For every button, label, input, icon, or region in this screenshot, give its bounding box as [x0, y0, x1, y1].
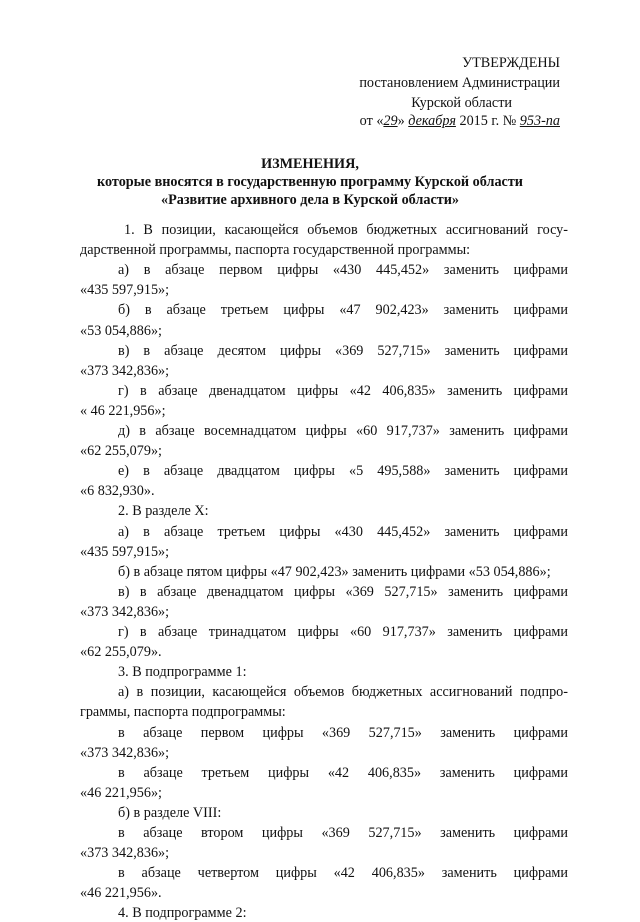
approved-label: УТВЕРЖДЕНЫ	[462, 55, 560, 71]
paragraph-continuation: «373 342,836»;	[80, 744, 170, 761]
paragraph-line: б) в разделе VIII:	[118, 804, 222, 821]
paragraph-continuation: граммы, паспорта подпрограммы:	[80, 704, 286, 721]
paragraph-line: г) в абзаце двенадцатом цифры «42 406,835» заменить цифрами	[118, 382, 568, 399]
paragraph-line: в) в абзаце десятом цифры «369 527,715» заменить цифрами	[118, 342, 568, 359]
paragraph-line: а) в абзаце третьем цифры «430 445,452» заменить цифрами	[118, 523, 568, 540]
paragraph-line: 2. В разделе X:	[118, 503, 209, 520]
paragraph-line: в) в абзаце двенадцатом цифры «369 527,715» заменить цифрами	[118, 583, 568, 600]
paragraph-line: б) в абзаце пятом цифры «47 902,423» заменить цифрами «53 054,886»;	[118, 563, 551, 580]
paragraph-continuation: «373 342,836»;	[80, 362, 170, 379]
region-label: Курской области	[411, 95, 512, 111]
paragraph-line: в абзаце втором цифры «369 527,715» заменить цифрами	[118, 825, 568, 841]
paragraph-line: в абзаце третьем цифры «42 406,835» заменить цифрами	[118, 764, 568, 781]
resolution-label: постановлением Администрации	[359, 75, 560, 91]
paragraph-line: в абзаце первом цифры «369 527,715» заменить цифрами	[118, 724, 568, 741]
date-month: декабря	[408, 113, 456, 129]
paragraph-line: б) в абзаце третьем цифры «47 902,423» заменить цифрами	[118, 302, 568, 319]
paragraph-continuation: «373 342,836»;	[80, 603, 170, 620]
paragraph-line: 4. В подпрограмме 2:	[118, 905, 247, 922]
paragraph-continuation: «6 832,930».	[80, 483, 155, 500]
paragraph-line: 3. В подпрограмме 1:	[118, 664, 247, 681]
date-year: 2015 г. №	[455, 113, 520, 129]
paragraph-continuation: «46 221,956».	[80, 885, 162, 902]
paragraph-line: д) в абзаце восемнадцатом цифры «60 917,737» заменить цифрами	[118, 423, 568, 439]
paragraph-line: а) в позиции, касающейся объемов бюджетных ассигнований подпро-	[118, 684, 568, 701]
paragraph-continuation: « 46 221,956»;	[80, 402, 166, 419]
doc-subtitle-1: которые вносятся в государственную программу Курской области	[97, 174, 523, 190]
paragraph-line: в абзаце четвертом цифры «42 406,835» заменить цифрами	[118, 865, 568, 882]
paragraph-line: а) в абзаце первом цифры «430 445,452» заменить цифрами	[118, 262, 568, 279]
paragraph-continuation: дарственной программы, паспорта государственной программы:	[80, 242, 471, 259]
doc-subtitle-2: «Развитие архивного дела в Курской области»	[160, 192, 459, 208]
paragraph-line: е) в абзаце двадцатом цифры «5 495,588» заменить цифрами	[118, 463, 568, 480]
date-prefix: от «	[359, 113, 384, 129]
paragraph-continuation: «53 054,886»;	[80, 322, 162, 339]
paragraph-continuation: «435 597,915»;	[80, 543, 170, 560]
paragraph-continuation: «62 255,079».	[80, 644, 162, 661]
paragraph-continuation: «46 221,956»;	[80, 784, 162, 801]
paragraph-continuation: «373 342,836»;	[80, 845, 170, 862]
doc-title: ИЗМЕНЕНИЯ,	[261, 156, 359, 172]
date-mid: »	[397, 113, 409, 129]
paragraph-continuation: «435 597,915»;	[80, 282, 170, 299]
paragraph-line: г) в абзаце тринадцатом цифры «60 917,737» заменить цифрами	[118, 624, 568, 640]
resolution-date	[300, 113, 560, 130]
date-day: 29	[383, 113, 398, 129]
paragraph-line: 1. В позиции, касающейся объемов бюджетных ассигнований госу-	[124, 222, 568, 238]
resolution-number: 953-па	[519, 113, 560, 129]
paragraph-continuation: «62 255,079»;	[80, 443, 162, 460]
